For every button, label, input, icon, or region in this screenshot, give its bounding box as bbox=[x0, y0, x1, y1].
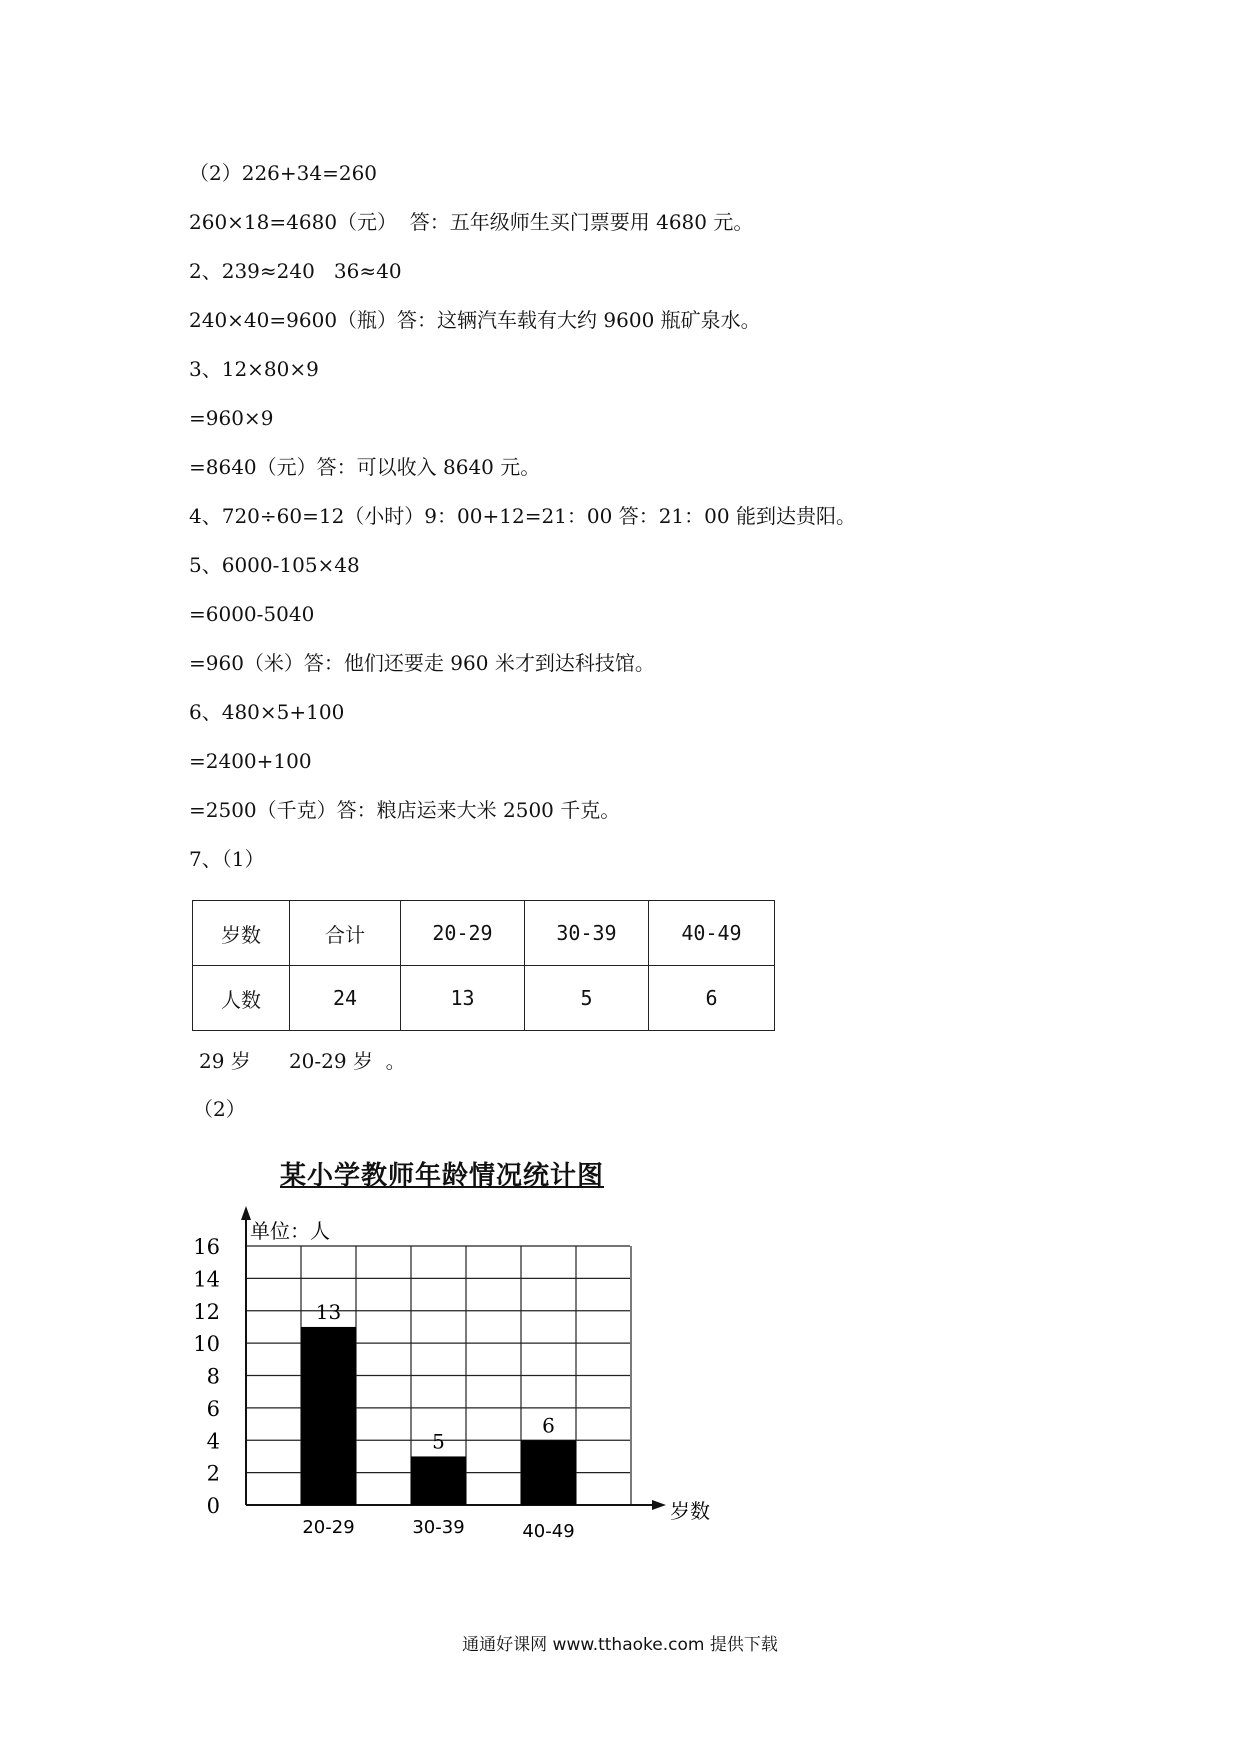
table-data-row bbox=[193, 966, 775, 1031]
x-axis-label: 岁数 bbox=[670, 1499, 710, 1523]
answer-line: 5、6000-105×48 bbox=[189, 553, 360, 577]
answer-line: =8640（元）答：可以收入 8640 元。 bbox=[189, 455, 541, 479]
table-cell: 24 bbox=[290, 966, 401, 1031]
y-axis-label: 单位：人 bbox=[250, 1219, 330, 1243]
chart-bars bbox=[301, 1327, 576, 1505]
x-axis-arrow bbox=[652, 1500, 666, 1510]
y-tick-label: 0 bbox=[206, 1494, 220, 1518]
answer-line: 6、480×5+100 bbox=[189, 700, 345, 724]
table-cell: 20-29 bbox=[401, 901, 525, 966]
y-tick-label: 2 bbox=[206, 1461, 220, 1486]
after-table-text: 29 岁 20-29 岁 。 bbox=[199, 1049, 406, 1073]
answer-line: 7、（1） bbox=[189, 847, 265, 871]
table-cell: 40-49 bbox=[649, 901, 775, 966]
x-tick-label: 20-29 bbox=[302, 1517, 355, 1538]
answer-line: 3、12×80×9 bbox=[189, 357, 319, 381]
table-cell: 人数 bbox=[193, 966, 290, 1031]
table-cell: 6 bbox=[649, 966, 775, 1031]
answer-line: =960（米）答：他们还要走 960 米才到达科技馆。 bbox=[189, 651, 655, 675]
y-tick-label: 12 bbox=[193, 1299, 220, 1324]
y-tick-label: 6 bbox=[206, 1396, 220, 1421]
answer-line: =960×9 bbox=[189, 406, 274, 430]
answer-line: 260×18=4680（元） 答：五年级师生买门票要用 4680 元。 bbox=[189, 210, 754, 234]
table-cell: 30-39 bbox=[525, 901, 649, 966]
age-table bbox=[192, 900, 775, 1031]
chart-title: 某小学教师年龄情况统计图 bbox=[280, 1161, 605, 1191]
y-axis-arrow bbox=[241, 1206, 251, 1220]
bar-data-label: 6 bbox=[542, 1413, 555, 1438]
bar bbox=[301, 1327, 356, 1505]
footer: 通通好课网 www.tthaoke.com 提供下载 bbox=[462, 1635, 778, 1655]
bar-data-label: 5 bbox=[432, 1429, 445, 1454]
table-cell: 合计 bbox=[290, 901, 401, 966]
y-tick-label: 10 bbox=[193, 1332, 220, 1357]
bar-chart bbox=[190, 1200, 710, 1540]
x-tick-label: 30-39 bbox=[412, 1517, 465, 1538]
table-cell: 岁数 bbox=[193, 901, 290, 966]
bar bbox=[411, 1456, 466, 1505]
y-tick-label: 14 bbox=[193, 1267, 220, 1292]
y-tick-label: 4 bbox=[206, 1429, 220, 1454]
table-header-row bbox=[193, 901, 775, 966]
table-cell: 13 bbox=[401, 966, 525, 1031]
answer-line: =2500（千克）答：粮店运来大米 2500 千克。 bbox=[189, 798, 621, 822]
x-tick-label: 40-49 bbox=[522, 1521, 575, 1540]
bar-data-label: 13 bbox=[315, 1299, 342, 1324]
answer-line: 4、720÷60=12（小时）9：00+12=21：00 答：21：00 能到达贵阳。 bbox=[189, 504, 856, 528]
part2-label: （2） bbox=[193, 1097, 246, 1121]
answer-line: 2、239≈240 36≈40 bbox=[189, 259, 402, 283]
y-tick-label: 16 bbox=[193, 1235, 220, 1259]
y-tick-label: 8 bbox=[206, 1364, 220, 1389]
answer-line: =2400+100 bbox=[189, 749, 312, 773]
table-cell: 5 bbox=[525, 966, 649, 1031]
answer-line: =6000-5040 bbox=[189, 602, 315, 626]
answer-line: （2）226+34=260 bbox=[189, 161, 378, 185]
bar bbox=[521, 1440, 576, 1505]
answer-line: 240×40=9600（瓶）答：这辆汽车载有大约 9600 瓶矿泉水。 bbox=[189, 308, 761, 332]
